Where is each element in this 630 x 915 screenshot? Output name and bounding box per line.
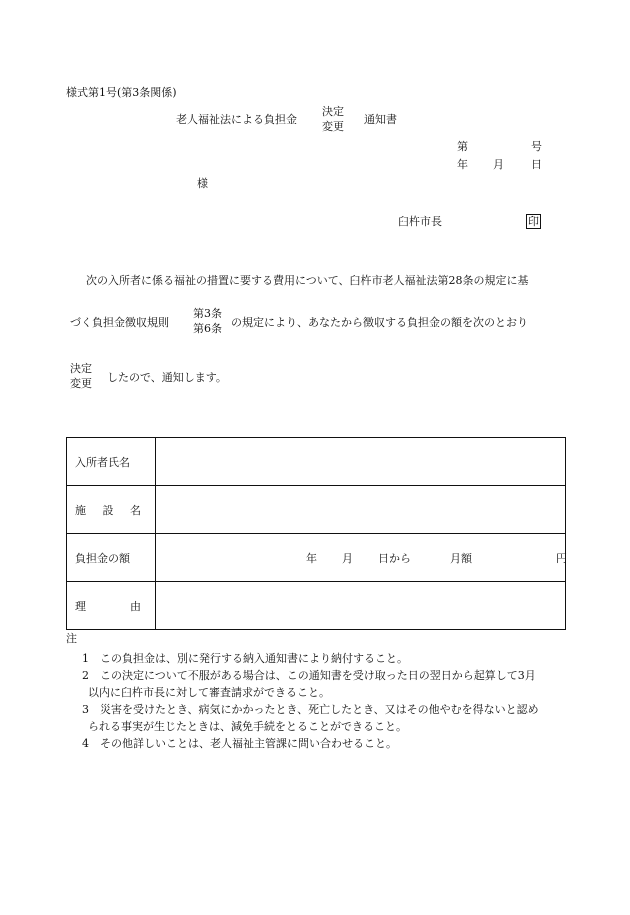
body-line-1: 次の入所者に係る福祉の措置に要する費用について、臼杵市老人福祉法第28条の規定に基 <box>86 274 529 287</box>
table-row <box>67 486 566 534</box>
body-choice-change: 変更 <box>70 377 92 390</box>
resident-name-field[interactable] <box>156 438 566 486</box>
body-choice-decision: 決定 <box>70 362 92 375</box>
title-choice-change: 変更 <box>322 120 344 133</box>
amount-month: 月 <box>342 552 353 565</box>
note-item <box>82 701 571 735</box>
facility-label-char: 名 <box>130 503 141 517</box>
reason-label-char: 理 <box>75 599 86 613</box>
amount-monthly: 月額 <box>450 552 472 565</box>
reason-label-char: 由 <box>130 599 141 613</box>
title-choice-decision: 決定 <box>322 105 344 118</box>
note-line: 3 災害を受けたとき、病気にかかったとき、死亡したとき、又はその他やむを得ないと認め <box>82 703 539 716</box>
notes-section <box>66 631 571 752</box>
doc-number-suffix: 号 <box>531 140 542 153</box>
amount-yen: 円 <box>556 552 567 565</box>
article-choice-6: 第6条 <box>193 322 222 335</box>
doc-number-prefix: 第 <box>457 140 468 153</box>
facility-name-label <box>67 486 156 534</box>
note-line: 1 この負担金は、別に発行する納入通知書により納付すること。 <box>82 652 408 665</box>
note-item <box>82 650 571 667</box>
date-day: 日 <box>531 158 542 171</box>
body-line-3-suffix: したので、通知します。 <box>107 371 227 384</box>
facility-name-field[interactable] <box>156 486 566 534</box>
amount-from: 日から <box>378 552 411 565</box>
body-choice <box>70 361 92 391</box>
body-line-2-suffix: の規定により、あなたから徴収する負担金の額を次のとおり <box>231 316 528 329</box>
note-line: 2 この決定について不服がある場合は、この通知書を受け取った日の翌日から起算して3月 <box>82 669 536 682</box>
body-line-2-prefix: づく負担金徴収規則 <box>70 316 169 329</box>
note-line-continued: られる事実が生じたときは、減免手続をとることができること。 <box>88 720 407 733</box>
table-row <box>67 534 566 582</box>
article-choice-3: 第3条 <box>193 307 222 320</box>
table-row <box>67 582 566 630</box>
table-row <box>67 438 566 486</box>
issuer-name: 臼杵市長 <box>398 215 442 228</box>
note-item <box>82 667 571 701</box>
charge-amount-field[interactable] <box>156 534 566 582</box>
reason-field[interactable] <box>156 582 566 630</box>
note-line-continued: 以内に臼杵市長に対して審査請求ができること。 <box>88 686 330 699</box>
form-number: 様式第1号(第3条関係) <box>66 86 177 99</box>
resident-name-label: 入所者氏名 <box>67 438 156 486</box>
title-choice <box>322 104 344 134</box>
charge-amount-label: 負担金の額 <box>67 534 156 582</box>
note-line: 4 その他詳しいことは、老人福祉主管課に問い合わせること。 <box>82 737 397 750</box>
notes-heading: 注 <box>66 632 77 645</box>
article-choice <box>193 306 222 336</box>
facility-label-char: 施 <box>75 503 86 517</box>
date-month: 月 <box>493 158 504 171</box>
facility-label-char: 設 <box>102 503 114 517</box>
amount-year: 年 <box>306 552 317 565</box>
title-suffix: 通知書 <box>364 113 397 126</box>
seal-mark: 印 <box>528 215 539 228</box>
notice-table <box>66 437 566 630</box>
reason-label <box>67 582 156 630</box>
date-year: 年 <box>457 158 468 171</box>
note-item <box>82 735 571 752</box>
title-prefix: 老人福祉法による負担金 <box>176 113 297 126</box>
addressee-suffix: 様 <box>197 177 208 190</box>
